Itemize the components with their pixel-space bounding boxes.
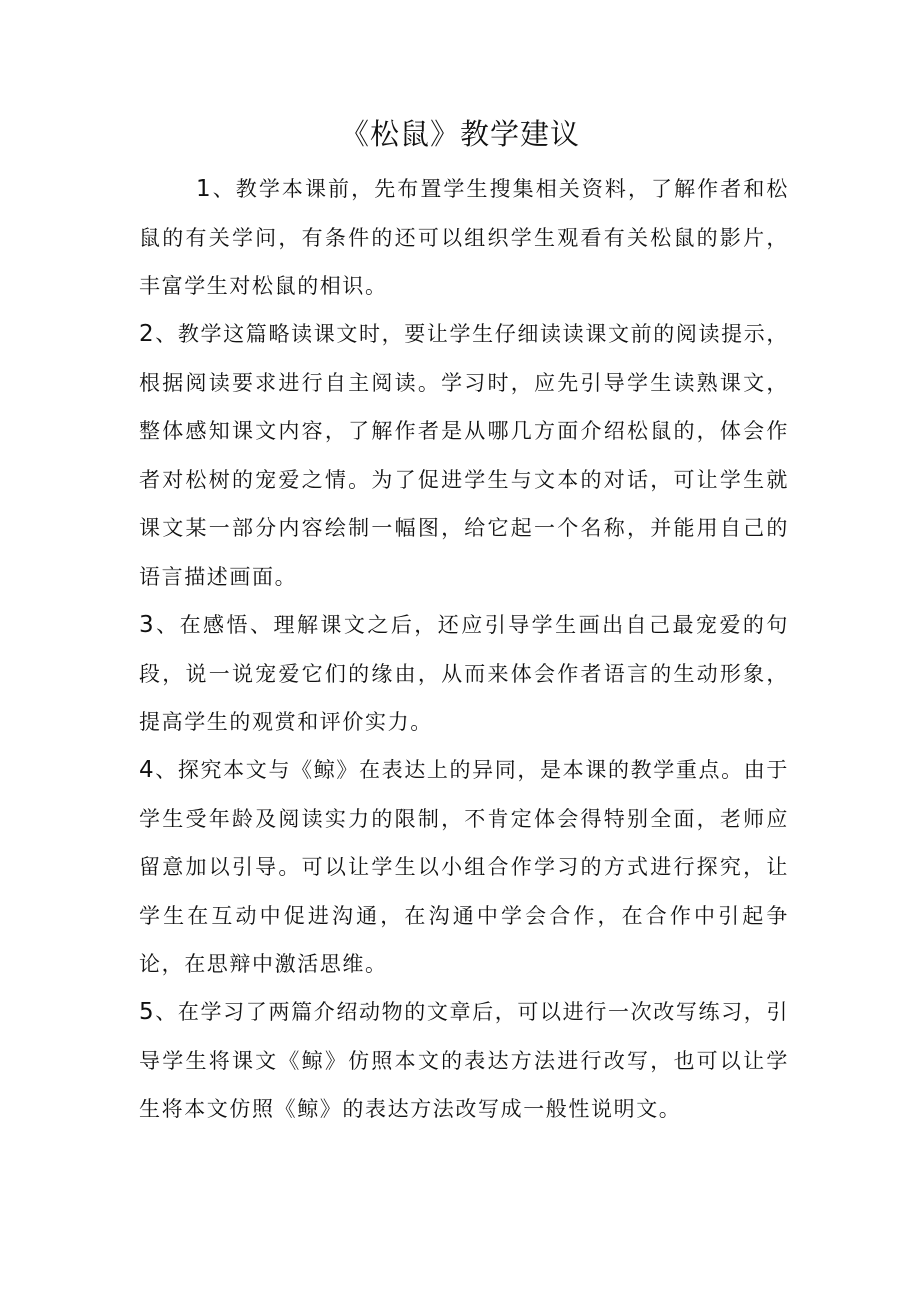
paragraph-4: [139, 746, 789, 989]
paragraph-5: [139, 988, 789, 1134]
paragraph-text: 、教学本课前，先布置学生搜集相关资料，了解作者和松鼠的有关学问，有条件的还可以组织学生观看有关松鼠的影片，丰富学生对松鼠的相识。: [139, 177, 789, 298]
paragraph-3: [139, 601, 789, 747]
paragraph-text: 、教学这篇略读课文时，要让学生仔细读读课文前的阅读提示，根据阅读要求进行自主阅读。学习时，应先引导学生读熟课文，整体感知课文内容，了解作者是从哪几方面介绍松鼠的，体会作者对松树的宠爱之情。为了促进学生与文本的对话，可让学生就课文某一部分内容绘制一幅图，给它起一个名称，并能用自己的语言描述画面。: [139, 322, 789, 589]
document-title: 《松鼠》教学建议: [339, 117, 580, 151]
paragraph-text: 、在感悟、理解课文之后，还应引导学生画出自己最宠爱的句段，说一说宠爱它们的缘由，从而来体会作者语言的生动形象，提高学生的观赏和评价实力。: [139, 613, 789, 734]
paragraph-number: 2: [139, 321, 156, 347]
paragraph-text: 、探究本文与《鲸》在表达上的异同，是本课的教学重点。由于学生受年龄及阅读实力的限制，不肯定体会得特别全面，老师应留意加以引导。可以让学生以小组合作学习的方式进行探究，让学生在互动中促进沟通，在沟通中学会合作，在合作中引起争论，在思辩中激活思维。: [139, 758, 789, 976]
paragraph-number: 1: [196, 176, 213, 202]
paragraph-number: 5: [139, 999, 156, 1025]
paragraph-2: [139, 310, 789, 601]
paragraph-1: [139, 165, 789, 311]
paragraph-number: 4: [139, 757, 156, 783]
paragraph-number: 3: [139, 612, 156, 638]
paragraph-text: 、在学习了两篇介绍动物的文章后，可以进行一次改写练习，引导学生将课文《鲸》仿照本文的表达方法进行改写，也可以让学生将本文仿照《鲸》的表达方法改写成一般性说明文。: [139, 1000, 789, 1121]
